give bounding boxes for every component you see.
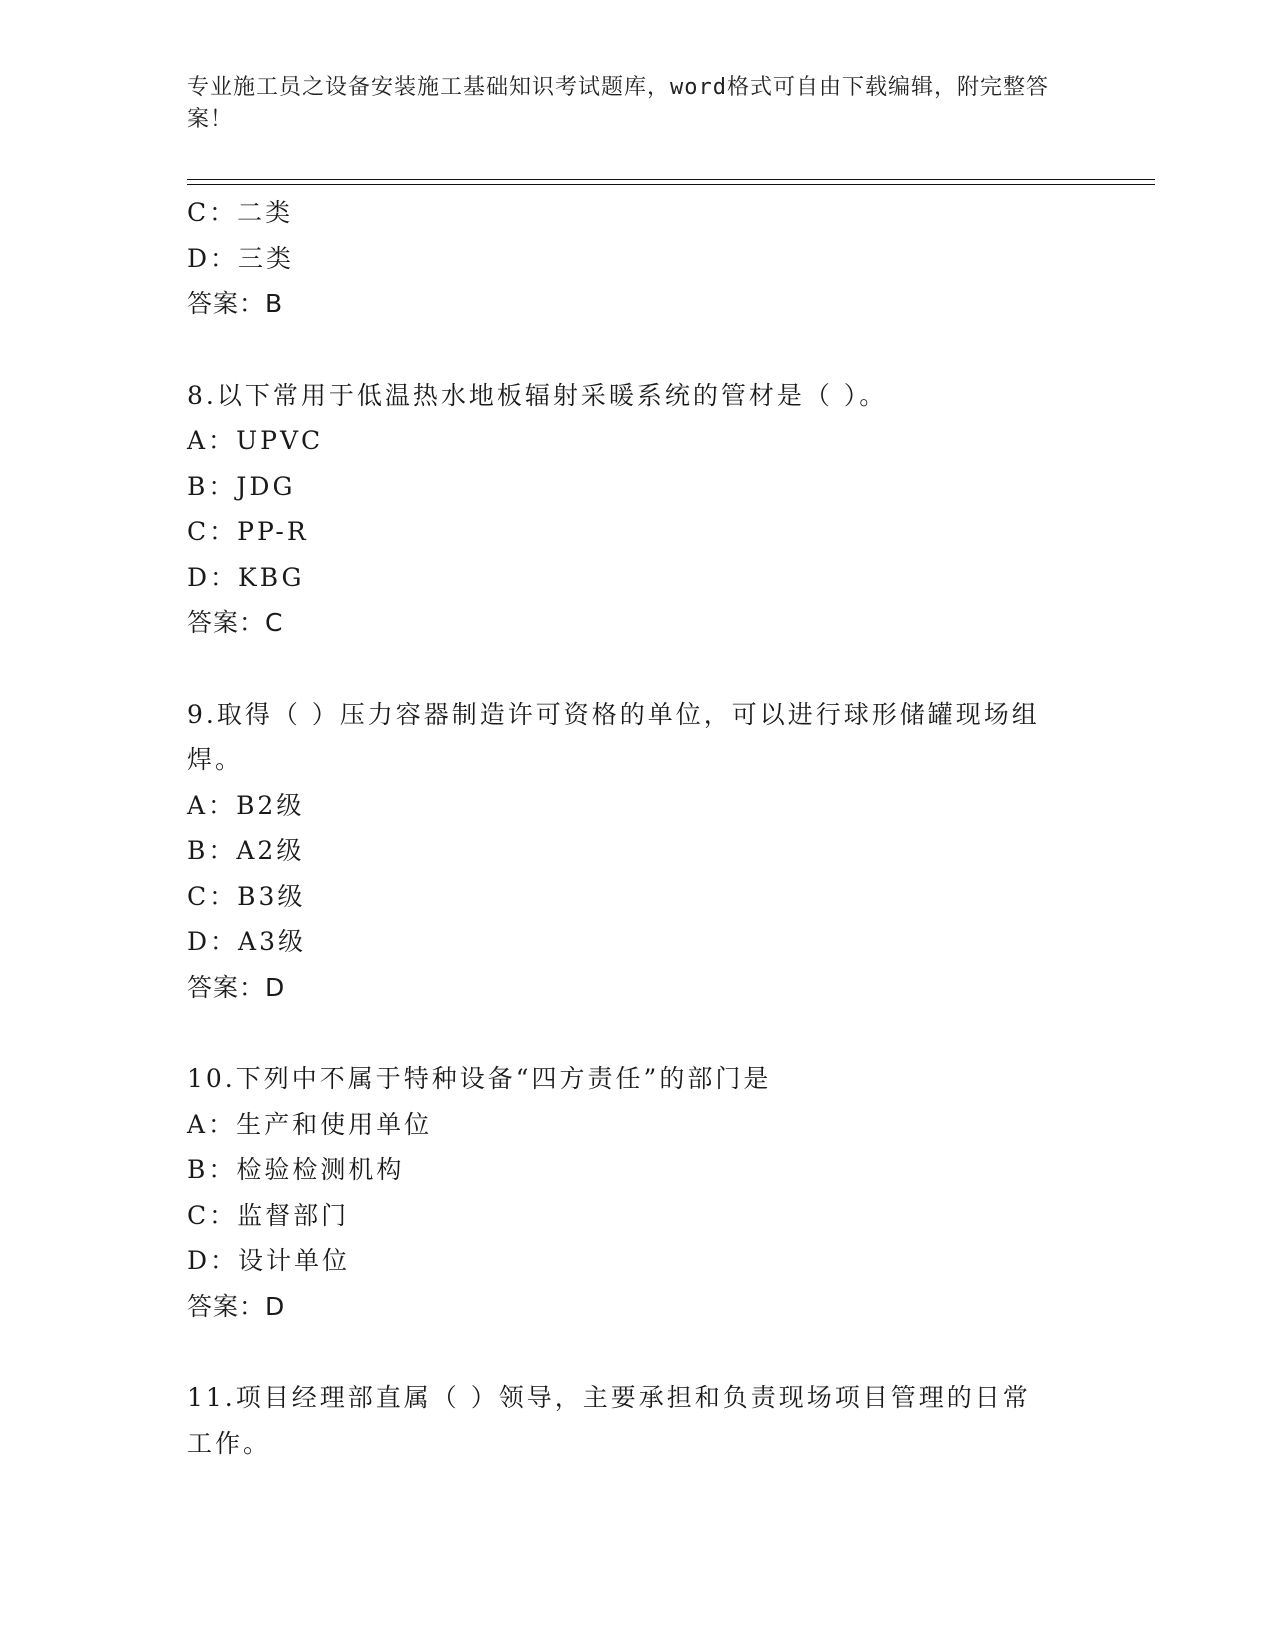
question-stem-line-1: 11.项目经理部直属（ ）领导，主要承担和负责现场项目管理的日常 <box>187 1383 1031 1412</box>
question-11 <box>187 1375 1087 1466</box>
option-c: C：二类 <box>187 198 294 227</box>
option-b: B：JDG <box>187 471 296 501</box>
option-d: D：KBG <box>187 562 305 592</box>
question-stem-line-1: 9.取得（ ）压力容器制造许可资格的单位，可以进行球形储罐现场组 <box>187 699 1040 729</box>
question-10 <box>187 1056 1087 1329</box>
option-c: C：B3级 <box>187 881 306 911</box>
option-d: D：A3级 <box>187 927 307 956</box>
header-text: 专业施工员之设备安装施工基础知识考试题库，word格式可自由下载编辑，附完整答案！ <box>187 75 1049 132</box>
option-b: B：检验检测机构 <box>187 1155 405 1184</box>
question-stem-line-2: 工作。 <box>187 1428 272 1458</box>
option-b: B：A2级 <box>187 836 305 865</box>
question-stem-line-2: 焊。 <box>187 745 244 774</box>
question-stem: 10.下列中不属于特种设备“四方责任”的部门是 <box>187 1064 772 1093</box>
option-d: D：三类 <box>187 243 295 273</box>
answer: 答案：C <box>187 608 284 637</box>
question-8 <box>187 373 1087 646</box>
option-d: D：设计单位 <box>187 1246 351 1275</box>
answer: 答案：D <box>187 972 286 1002</box>
question-9 <box>187 692 1087 1011</box>
option-a: A：B2级 <box>187 790 305 820</box>
header-rule-top <box>187 179 1155 180</box>
question-list <box>187 190 1087 1466</box>
question-7-tail <box>187 190 1087 327</box>
page-header <box>187 72 1067 136</box>
question-stem: 8.以下常用于低温热水地板辐射采暖系统的管材是（ ）。 <box>187 380 888 410</box>
option-a: A：生产和使用单位 <box>187 1109 433 1139</box>
answer: 答案：B <box>187 289 284 318</box>
option-a: A：UPVC <box>187 426 324 455</box>
option-c: C：监督部门 <box>187 1200 350 1230</box>
answer: 答案：D <box>187 1291 286 1321</box>
header-rule-bottom <box>187 184 1155 185</box>
option-c: C：PP-R <box>187 517 309 546</box>
